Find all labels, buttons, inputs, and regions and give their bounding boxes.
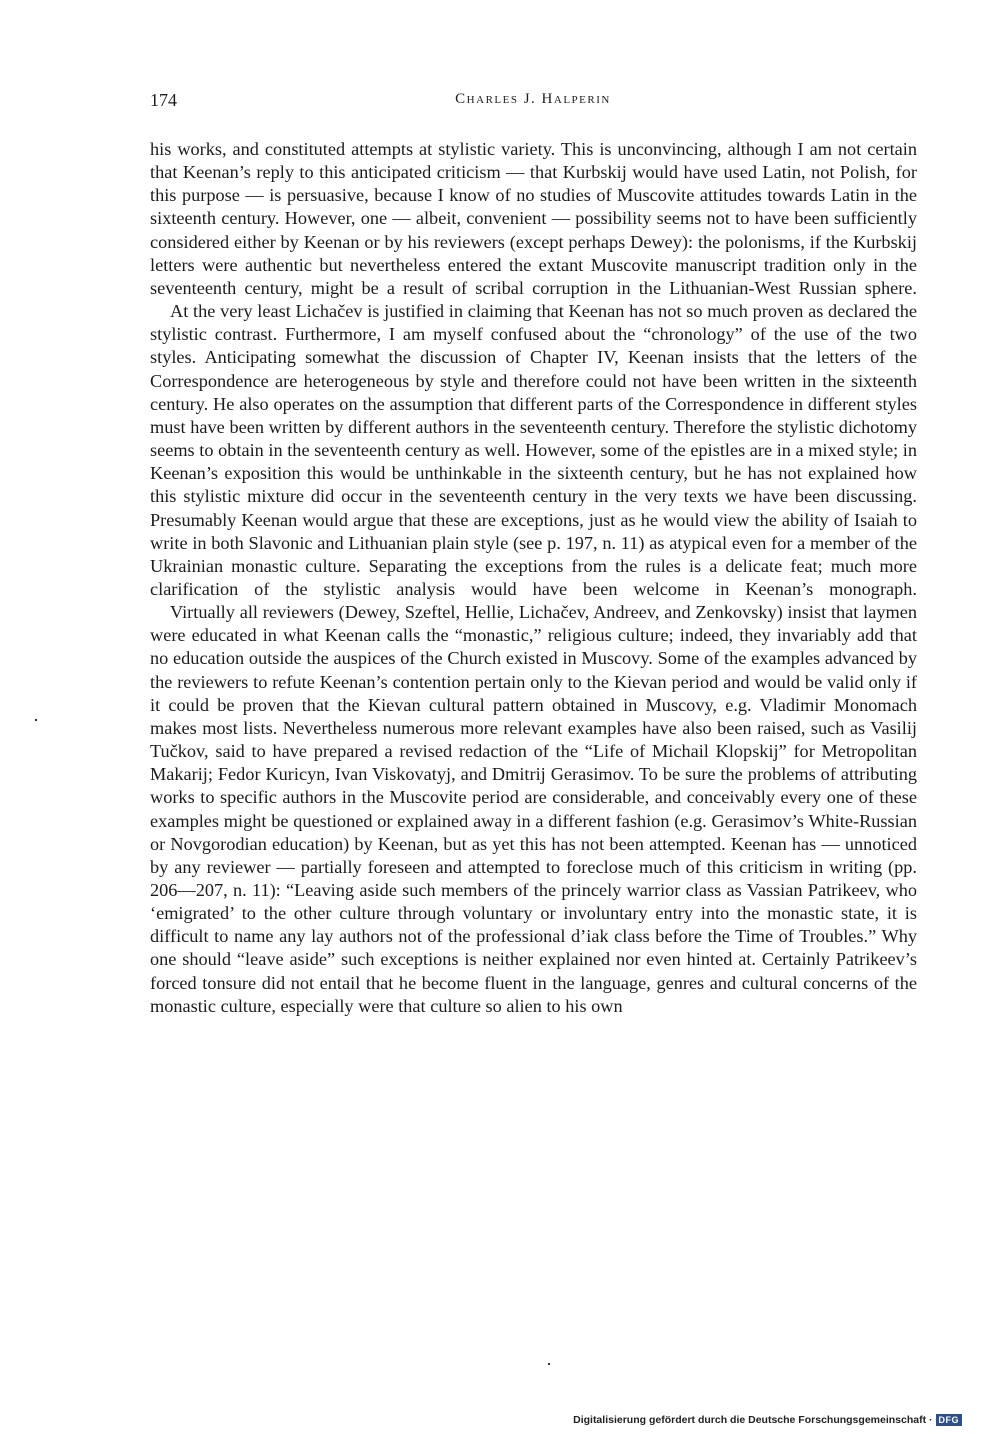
footer-credit <box>573 1414 962 1426</box>
footer-credit-text: Digitalisierung gefördert durch die Deutsche Forschungsgemeinschaft · <box>573 1414 933 1426</box>
paragraph: At the very least Lichačev is justified in claiming that Keenan has not so much proven as declared the stylistic contrast. Furthermore, I am myself confused about the “chronology” of the use of the two styles. Anticipating somewhat the discussion of Chapter IV, Keenan insists that the letters of the Correspondence are heterogeneous by style and therefore could not have been written in the sixteenth century. He also operates on the assumption that different parts of the Correspondence in different styles must have been written by different authors in the seventeenth century. Therefore the stylistic dichotomy seems to obtain in the seventeenth century as well. However, some of the epistles are in a mixed style; in Keenan’s exposition this would be unthinkable in the sixteenth century, but he has not explained how this stylistic mixture did occur in the seventeenth century in the very texts we have been discussing. Presumably Keenan would argue that these are exceptions, just as he would view the ability of Isaiah to write in both Slavonic and Lithuanian plain style (see p. 197, n. 11) as atypical even for a member of the Ukrainian monastic culture. Separating the exceptions from the rules is a delicate feat; much more clarification of the stylistic analysis would have been welcome in Keenan’s monograph. <box>150 301 917 599</box>
body-text <box>150 138 917 1018</box>
running-head: Charles J. Halperin <box>455 91 611 107</box>
dfg-logo-icon: DFG <box>936 1414 963 1426</box>
paragraph: his works, and constituted attempts at stylistic variety. This is unconvincing, although I am not certain that Keenan’s reply to this anticipated criticism — that Kurbskij would have used Latin, not Polish, for this purpose — is persuasive, because I know of no studies of Muscovite attitudes towards Latin in the sixteenth century. However, one — albeit, convenient — possibility seems not to have been sufficiently considered either by Keenan or by his reviewers (except perhaps Dewey): the polonisms, if the Kurbskij letters were authentic but nevertheless entered the extant Muscovite manuscript tradition only in the seventeenth century, might be a result of scribal corruption in the Lithuanian-West Russian sphere. <box>150 139 917 298</box>
margin-mark <box>35 719 37 721</box>
paragraph: Virtually all reviewers (Dewey, Szeftel, Hellie, Lichačev, Andreev, and Zenkovsky) insist that laymen were educated in what Keenan calls the “monastic,” religious culture; indeed, they invariably add that no education outside the auspices of the Church existed in Muscovy. Some of the examples advanced by the reviewers to refute Keenan’s contention pertain only to the Kievan period and would be valid only if it could be proven that the Kievan cultural pattern obtained in Muscovy, e.g. Vladimir Monomach makes most lists. Nevertheless numerous more relevant examples have also been raised, such as Vasilij Tučkov, said to have prepared a revised redaction of the “Life of Michail Klopskij” for Metropolitan Makarij; Fedor Kuricyn, Ivan Viskovatyj, and Dmitrij Gerasimov. To be sure the problems of attributing works to specific authors in the Muscovite period are considerable, and conceivably every one of these examples might be questioned or explained away in a different fashion (e.g. Gerasimov’s White-Russian or Novgorodian education) by Keenan, but as yet this has not been attempted. Keenan has — unnoticed by any reviewer — partially foreseen and attempted to foreclose much of this criticism in writing (pp. 206—207, n. 11): “Leaving aside such members of the princely warrior class as Vassian Patrikeev, who ‘emigrated’ to the other culture through voluntary or involuntary entry into the monastic state, it is difficult to name any lay authors not of the professional d’iak class before the Time of Troubles.” Why one should “leave aside” such exceptions is neither explained nor even hinted at. Certainly Patrikeev’s forced tonsure did not entail that he become fluent in the language, genres and cultural concerns of the monastic culture, especially were that culture so alien to his own <box>150 602 917 1016</box>
margin-mark <box>548 1363 550 1365</box>
page-header <box>150 90 916 116</box>
page-number: 174 <box>150 90 177 110</box>
